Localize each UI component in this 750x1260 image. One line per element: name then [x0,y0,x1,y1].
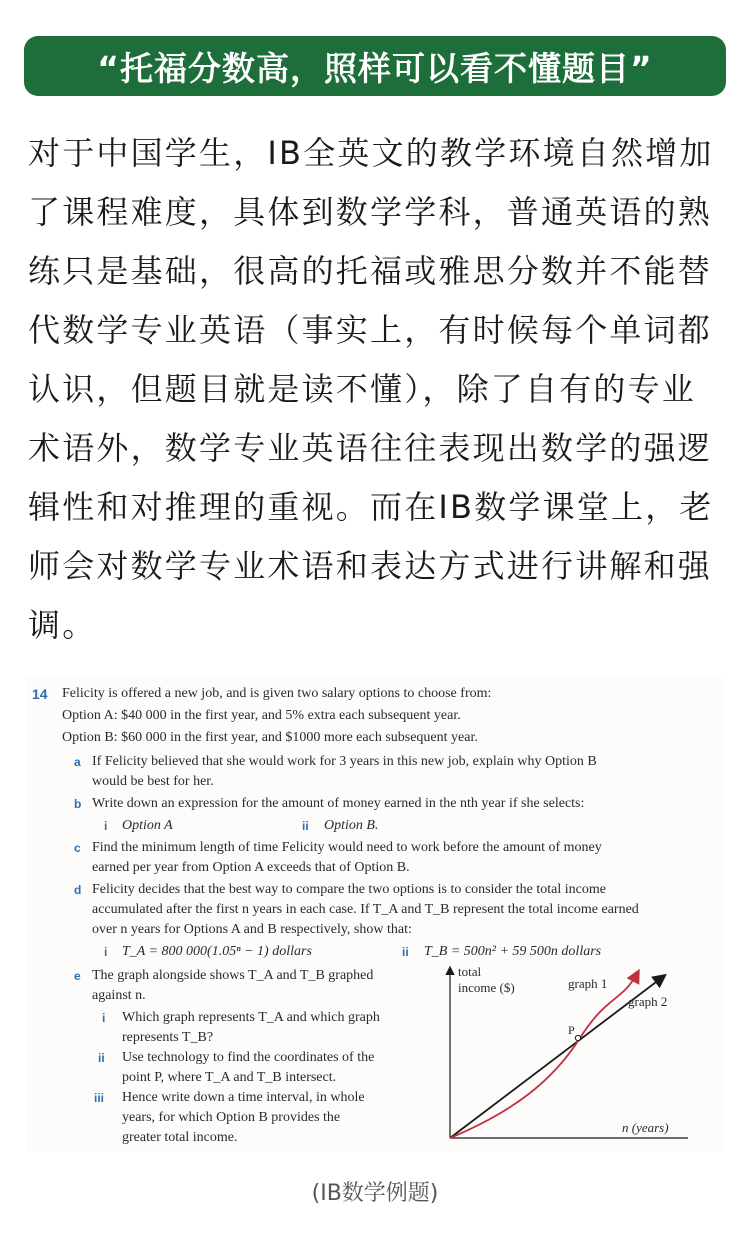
part-d-i: T_A = 800 000(1.05ⁿ − 1) dollars [122,944,312,959]
part-b-line1: Write down an expression for the amount of money earned in the nth year if she selects: [92,796,585,811]
income-graph [442,962,692,1144]
label-d-ii: ii [402,945,409,959]
part-e-i-line2: represents T_B? [122,1030,214,1045]
part-d-ii: T_B = 500n² + 59 500n dollars [424,944,602,959]
example-problem-image [26,676,724,1152]
label-d: d [74,883,82,897]
body-paragraph: 对于中国学生，IB全英文的教学环境自然增加了课程难度，具体到数学学科，普通英语的熟练只是基础，很高的托福或雅思分数并不能替代数学专业英语（事实上，有时候每个单词都认识，但题目就是读不懂），除了自有的专业术语外，数学专业英语往往表现出数学的强逻辑性和对推理的重视。而在IB数学课堂上，老师会对数学专业术语和表达方式进行讲解和强调。 [28,134,714,644]
label-c: c [74,841,81,855]
part-d-line2: accumulated after the first n years in each case. If T_A and T_B represent the total income earned [92,902,639,917]
label-e-ii: ii [98,1051,105,1065]
problem-number: 14 [32,686,48,702]
option-a-text: Option A: $40 000 in the first year, and 5% extra each subsequent year. [62,708,461,723]
intersection-point [575,1035,580,1040]
part-e-line1: The graph alongside shows T_A and T_B graphed [92,968,374,983]
image-caption: (IB数学例题) [311,1181,439,1206]
part-d-line3: over n years for Options A and B respectively, show that: [92,922,412,937]
y-axis-label-2: income ($) [458,980,515,995]
point-p-label: P [568,1023,575,1037]
y-axis-label-1: total [458,964,482,979]
label-e: e [74,969,81,983]
banner-title: “托福分数高，照样可以看不懂题目” [97,48,653,88]
part-c-line2: earned per year from Option A exceeds that of Option B. [92,860,410,875]
part-b-ii: Option B. [324,818,379,833]
label-a: a [74,755,81,769]
part-e-iii-line3: greater total income. [122,1130,238,1145]
graph-2-label: graph 2 [628,994,668,1009]
graph-1-label: graph 1 [568,976,608,991]
graph-1-curve [450,972,638,1138]
part-c-line1: Find the minimum length of time Felicity would need to work before the amount of money [92,840,602,855]
part-a-line2: would be best for her. [92,774,214,789]
part-a-line1: If Felicity believed that she would work for 3 years in this new job, explain why Option B [92,754,597,769]
part-b-i: Option A [122,818,173,833]
part-e-line2: against n. [92,988,146,1003]
label-d-i: i [104,945,108,959]
label-e-i: i [102,1011,106,1025]
part-e-i-line1: Which graph represents T_A and which graph [122,1010,380,1025]
label-e-iii: iii [94,1091,105,1105]
label-b: b [74,797,82,811]
part-e-iii-line1: Hence write down a time interval, in whole [122,1090,365,1105]
option-b-text: Option B: $60 000 in the first year, and $1000 more each subsequent year. [62,730,478,745]
title-banner [24,36,726,96]
part-e-ii-line2: point P, where T_A and T_B intersect. [122,1070,337,1085]
label-b-ii: ii [302,819,309,833]
problem-intro: Felicity is offered a new job, and is given two salary options to choose from: [62,686,492,701]
part-d-line1: Felicity decides that the best way to compare the two options is to consider the total income [92,882,606,897]
label-b-i: i [104,819,108,833]
part-e-iii-line2: years, for which Option B provides the [122,1110,341,1125]
part-e-ii-line1: Use technology to find the coordinates of the [122,1050,375,1065]
x-axis-label: n (years) [622,1120,669,1135]
